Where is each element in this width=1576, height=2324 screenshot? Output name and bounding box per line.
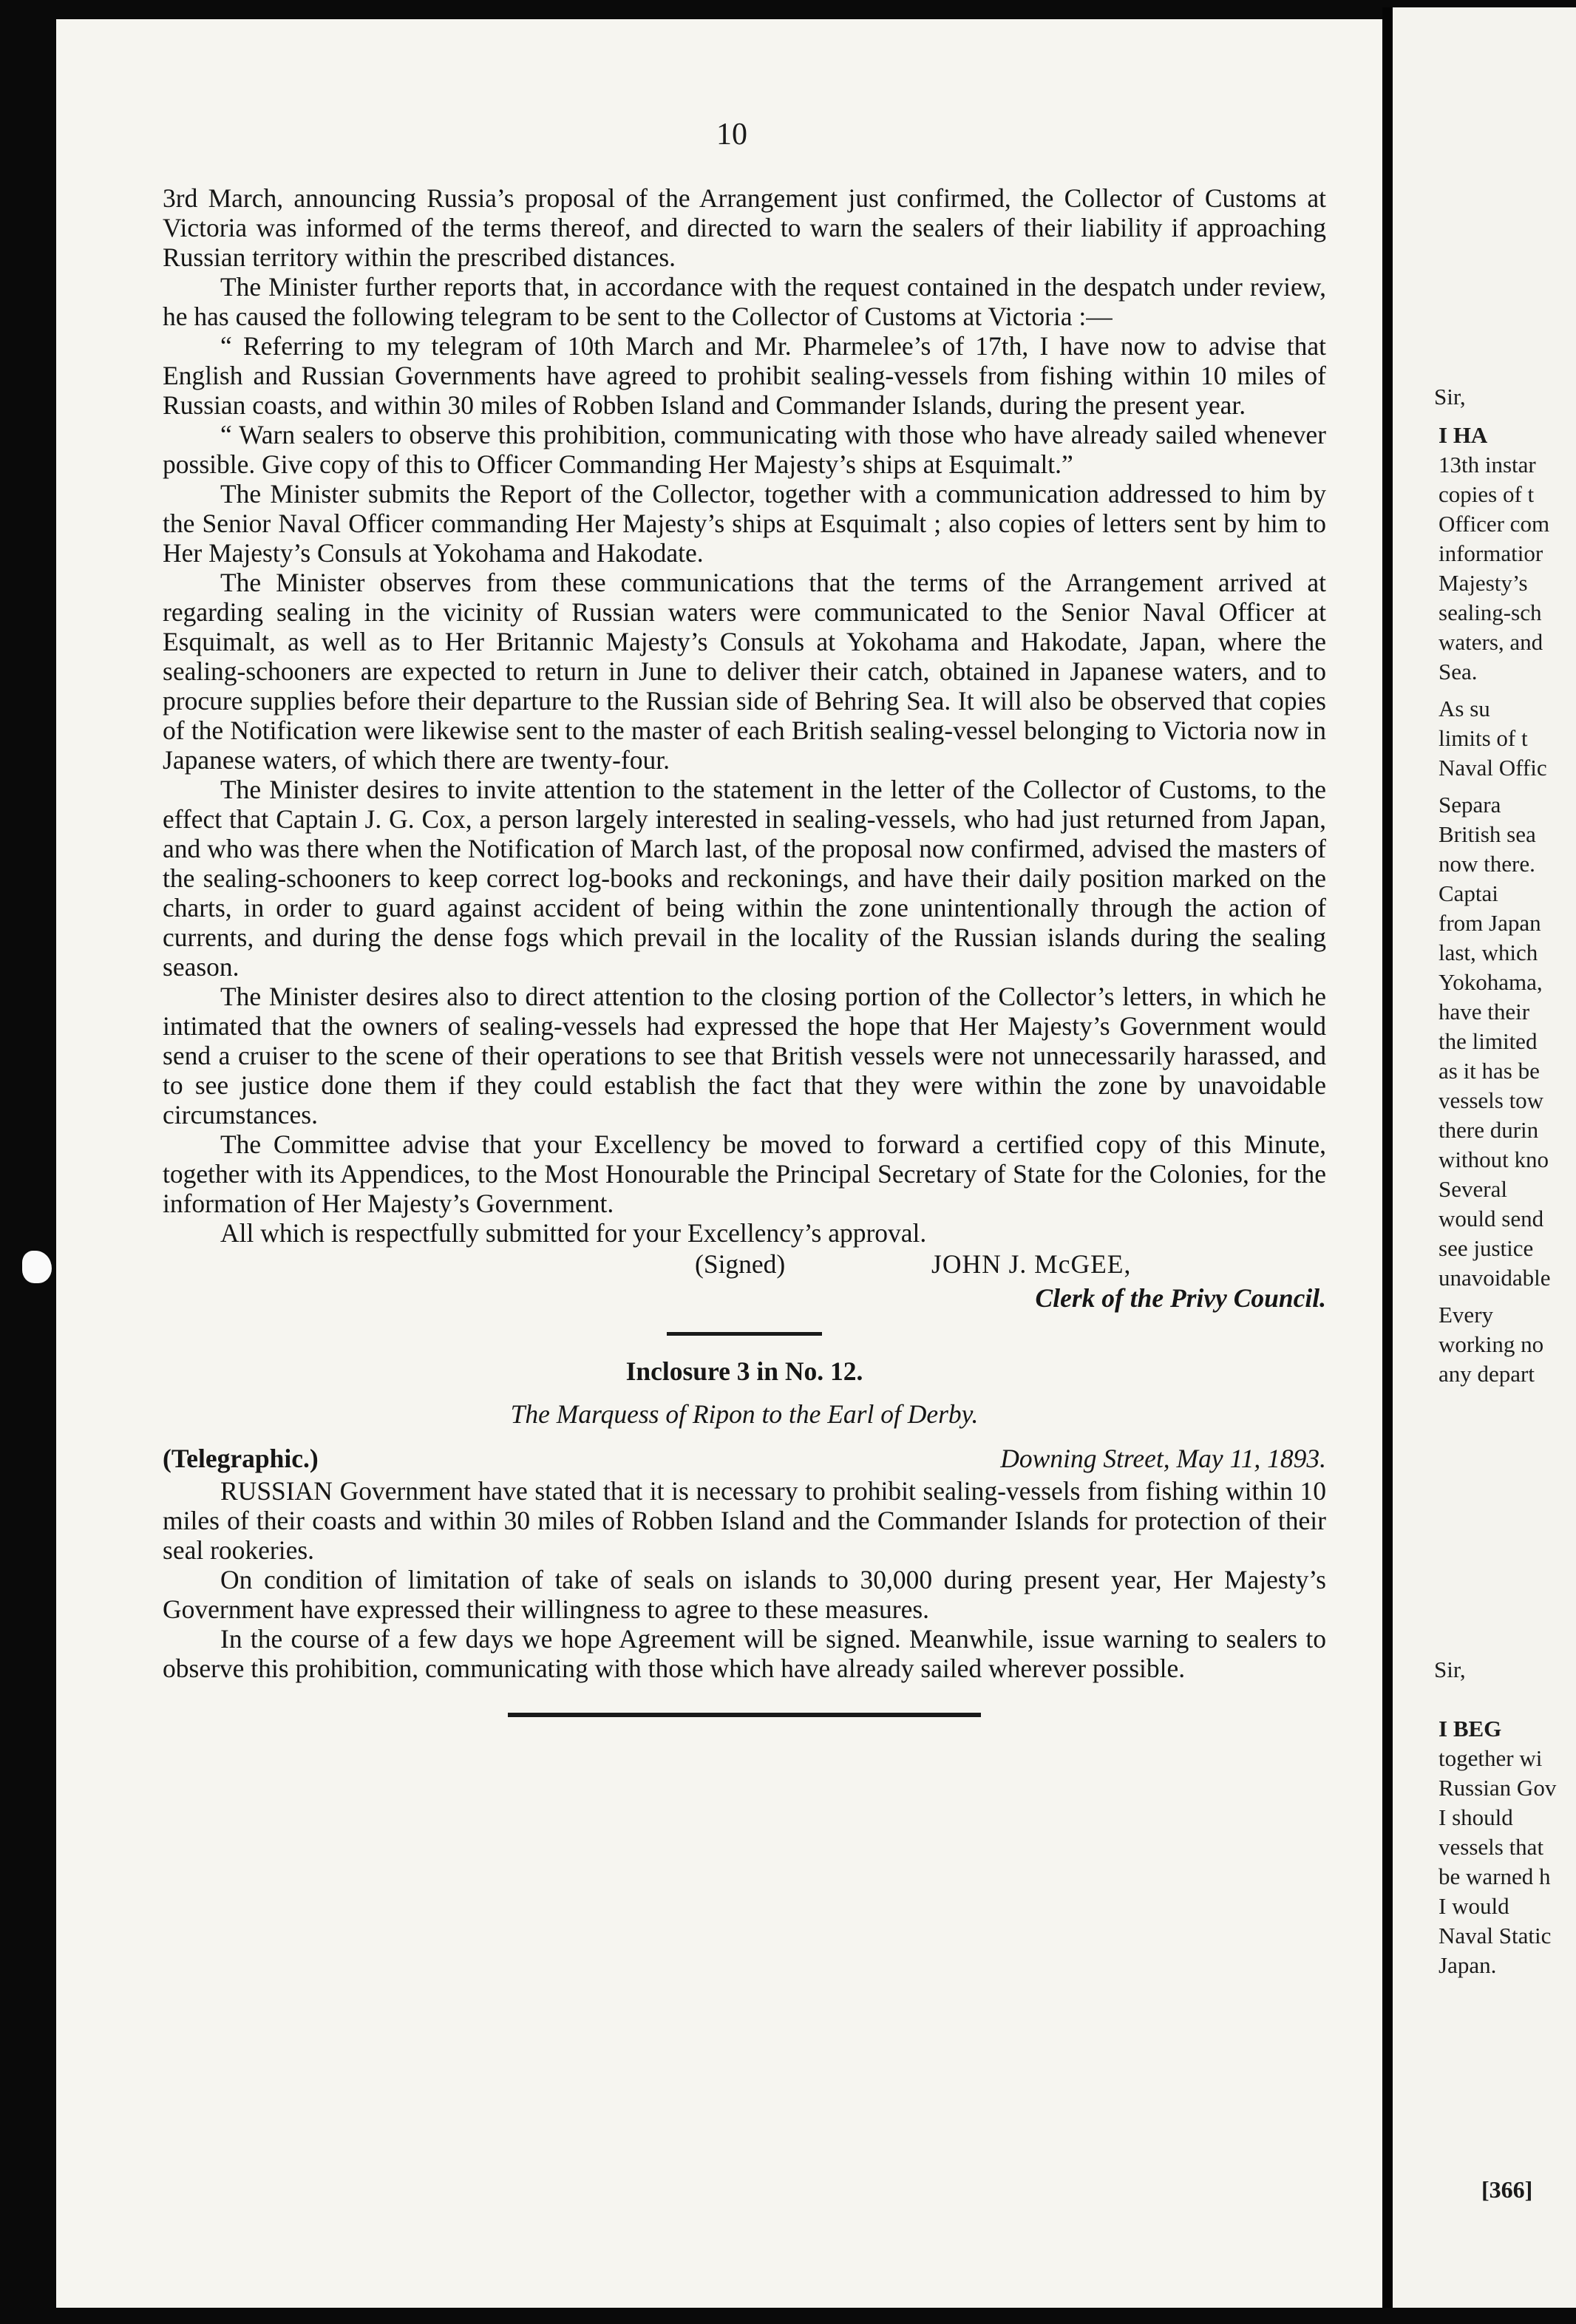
signed-label: (Signed) bbox=[695, 1249, 786, 1279]
signer-title: Clerk of the Privy Council. bbox=[1035, 1283, 1326, 1313]
right-page-line: see justice bbox=[1439, 1235, 1534, 1261]
paragraph-5: The Minister submits the Report of the Collector, together with a communication addressed to him by the Senior Naval Officer commanding Her Majesty’s ships at Esquimalt ; also copies of letters sent by him to Her Majesty’s Consuls at Yokohama and Hakodate. bbox=[163, 479, 1326, 568]
right-page-line: as it has be bbox=[1439, 1058, 1540, 1084]
paragraph-4: “ Warn sealers to observe this prohibition, communicating with those who have already sailed whenever possible. Give copy of this to Officer Commanding Her Majesty’s ships at Esquimalt.” bbox=[163, 420, 1326, 479]
right-page-line: waters, and bbox=[1439, 629, 1543, 655]
end-rule bbox=[508, 1713, 981, 1717]
right-page-line: any depart bbox=[1439, 1361, 1535, 1387]
right-page-line: there durin bbox=[1439, 1117, 1539, 1143]
right-page-line: would send bbox=[1439, 1206, 1544, 1231]
right-page-line: now there. bbox=[1439, 851, 1535, 877]
right-page-line: Russian Gov bbox=[1439, 1775, 1557, 1801]
right-page-line: British sea bbox=[1439, 821, 1536, 847]
right-page-line: Japan. bbox=[1439, 1952, 1497, 1978]
page-number: 10 bbox=[716, 118, 747, 152]
right-page-line: As su bbox=[1439, 696, 1490, 721]
paragraph-3: “ Referring to my telegram of 10th March and Mr. Pharmelee’s of 17th, I have now to advise that English and Russian Governments have agreed to prohibit sealing-vessels from fishing within 10 miles of Russian coasts, and within 30 miles of Robben Island and Commander Islands, during the present year. bbox=[163, 331, 1326, 420]
right-page-line: I would bbox=[1439, 1893, 1509, 1919]
right-page-line: together wi bbox=[1439, 1745, 1543, 1771]
body-text bbox=[163, 183, 1326, 1717]
paragraph-10: All which is respectfully submitted for your Excellency’s approval. bbox=[220, 1218, 927, 1248]
right-page-line: Naval Static bbox=[1439, 1923, 1552, 1948]
right-page-line: without kno bbox=[1439, 1146, 1549, 1172]
right-page-line: Majesty’s bbox=[1439, 570, 1528, 596]
right-page-line: Sir, bbox=[1434, 1657, 1466, 1682]
scan-speck bbox=[22, 1251, 52, 1283]
date-place: Downing Street, May 11, 1893. bbox=[1000, 1444, 1326, 1473]
right-page-line: Several bbox=[1439, 1176, 1507, 1202]
inclosure-heading: Inclosure 3 in No. 12. bbox=[625, 1356, 863, 1386]
dateline bbox=[163, 1444, 1326, 1476]
inclosure-subheading: The Marquess of Ripon to the Earl of Derby. bbox=[510, 1399, 979, 1429]
right-page-line: Separa bbox=[1439, 792, 1501, 818]
inclosure-paragraph-1: RUSSIAN Government have stated that it is necessary to prohibit sealing-vessels from fishing within 10 miles of their coasts and within 30 miles of Robben Island and the Commander Islands for protection of their seal rookeries. bbox=[163, 1476, 1326, 1565]
right-page-line: unavoidable bbox=[1439, 1265, 1551, 1291]
right-page-line: limits of t bbox=[1439, 725, 1528, 751]
right-page-line: 13th instar bbox=[1439, 452, 1536, 478]
right-page-line: last, which bbox=[1439, 940, 1538, 965]
inclosure-paragraph-2: On condition of limitation of take of seals on islands to 30,000 during present year, Her Majesty’s Government have expressed their willingness to agree to these measures. bbox=[163, 1565, 1326, 1624]
right-page-line: vessels tow bbox=[1439, 1087, 1544, 1113]
signature-line bbox=[163, 1249, 1326, 1282]
right-page-line: informatior bbox=[1439, 540, 1543, 566]
bracket-number: [366] bbox=[1481, 2176, 1533, 2203]
right-page-line: vessels that bbox=[1439, 1834, 1544, 1860]
paragraph-8: The Minister desires also to direct attention to the closing portion of the Collector’s letters, in which he intimated that the owners of sealing-vessels had expressed the hope that Her Majesty’s Government would send a cruiser to the scene of their operations to see that British vessels were not unnecessarily harassed, and to see justice done them if they could establish the fact that they were within the zone by unavoidable circumstances. bbox=[163, 982, 1326, 1129]
right-page-line: be warned h bbox=[1439, 1863, 1551, 1889]
right-page-line: Sea. bbox=[1439, 659, 1478, 684]
right-page bbox=[1382, 7, 1576, 2308]
right-page-line: copies of t bbox=[1439, 481, 1535, 507]
right-page-line: Officer com bbox=[1439, 511, 1550, 537]
right-page-line: Naval Offic bbox=[1439, 755, 1547, 781]
paragraph-7: The Minister desires to invite attention to the statement in the letter of the Collector of Customs, to the effect that Captain J. G. Cox, a person largely interested in sealing-vessels, who had just returned from Japan, and who was there when the Notification of March last, of the proposal now confirmed, advised the masters of the sealing-schooners to keep correct log-books and reckonings, and have their daily position marked on the charts, in order to guard against accident of being within the zone unintentionally through the action of currents, and during the dense fogs which prevail in the locality of the Russian islands during the sealing season. bbox=[163, 775, 1326, 982]
right-page-line: sealing-sch bbox=[1439, 599, 1542, 625]
right-page-line: working no bbox=[1439, 1331, 1544, 1357]
right-page-line: the limited bbox=[1439, 1028, 1538, 1054]
right-page-line: Captai bbox=[1439, 880, 1498, 906]
inclosure-paragraph-3: In the course of a few days we hope Agreement will be signed. Meanwhile, issue warning to sealers to observe this prohibition, communicating with those which have already sailed wherever possible. bbox=[163, 1624, 1326, 1683]
right-page-line: Yokohama, bbox=[1439, 969, 1543, 995]
right-page-line: have their bbox=[1439, 999, 1530, 1025]
section-divider bbox=[667, 1332, 822, 1336]
right-page-line: Sir, bbox=[1434, 384, 1466, 410]
signer-name: JOHN J. McGEE, bbox=[931, 1249, 1132, 1279]
right-page-line: I HA bbox=[1439, 422, 1488, 448]
right-page-line: from Japan bbox=[1439, 910, 1541, 936]
right-page-line: Every bbox=[1439, 1302, 1494, 1328]
paragraph-2: The Minister further reports that, in accordance with the request contained in the despatch under review, he has caused the following telegram to be sent to the Collector of Customs at Victoria :— bbox=[163, 272, 1326, 331]
paragraph-9: The Committee advise that your Excellency be moved to forward a certified copy of this Minute, together with its Appendices, to the Most Honourable the Principal Secretary of State for the Colonies, for the information of Her Majesty’s Government. bbox=[163, 1129, 1326, 1218]
right-page-line: I should bbox=[1439, 1804, 1513, 1830]
paragraph-1: 3rd March, announcing Russia’s proposal of the Arrangement just confirmed, the Collector of Customs at Victoria was informed of the terms thereof, and directed to warn the sealers of their liability if approaching Russian territory within the prescribed distances. bbox=[163, 183, 1326, 272]
paragraph-6: The Minister observes from these communications that the terms of the Arrangement arrived at regarding sealing in the vicinity of Russian waters were communicated to the Senior Naval Officer at Esquimalt, as well as to Her Britannic Majesty’s Consuls at Yokohama and Hakodate, Japan, where the sealing-schooners are expected to return in June to deliver their catch, obtained in Japanese waters, and to procure supplies before their departure to the Russian side of Behring Sea. It will also be observed that copies of the Notification were likewise sent to the master of each British sealing-vessel belonging to Victoria now in Japanese waters, of which there are twenty-four. bbox=[163, 568, 1326, 775]
telegraphic-label: (Telegraphic.) bbox=[163, 1444, 319, 1473]
right-page-line: I BEG bbox=[1439, 1716, 1502, 1742]
